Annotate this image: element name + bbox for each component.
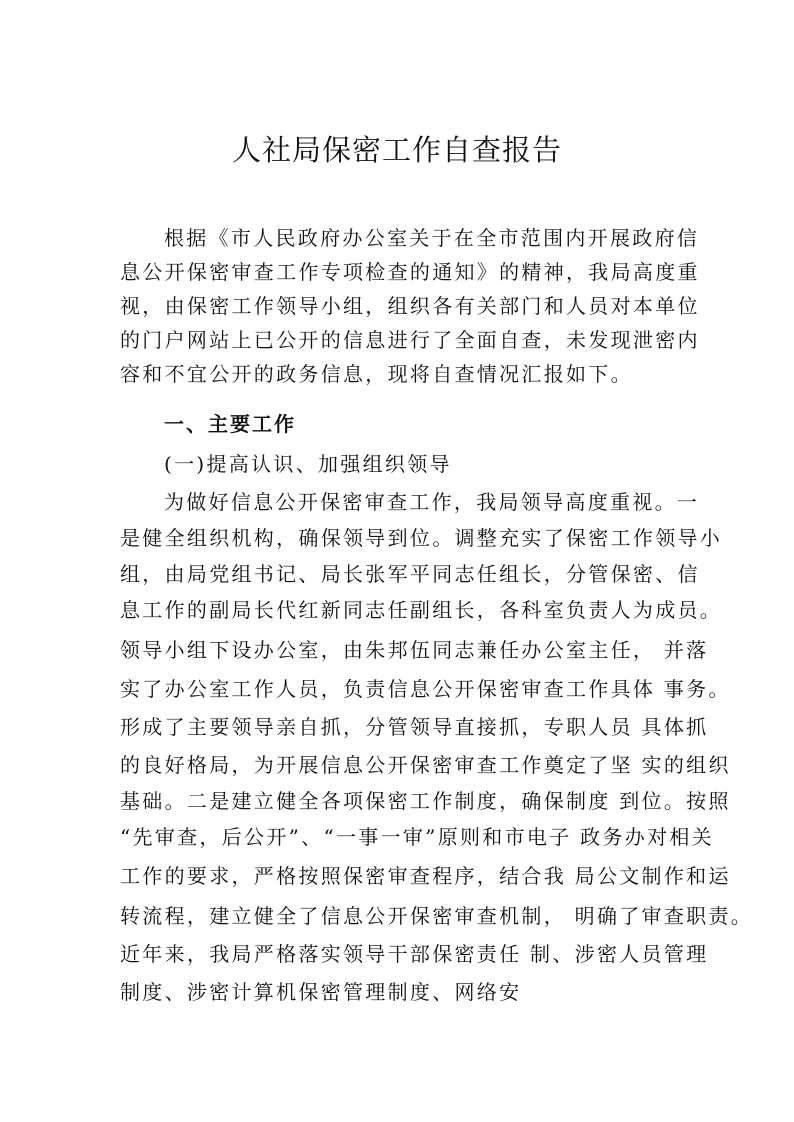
paragraph-line: 容和不宜公开的政务信息，现将自查情况汇报如下。 xyxy=(120,362,633,386)
paragraph-line: 近年来，我局严格落实领导干部保密责任 制、涉密人员管理 xyxy=(120,942,709,966)
paragraph-line: 是健全组织机构，确保领导到位。调整充实了保密工作领导小 xyxy=(120,526,723,550)
paragraph-line: 的良好格局，为开展信息公开保密审查工作奠定了坚 实的组织 xyxy=(120,753,731,777)
paragraph-line: 领导小组下设办公室，由朱邦伍同志兼任办公室主任， 并落 xyxy=(120,638,709,662)
paragraph-line: 为做好信息公开保密审查工作，我局领导高度重视。一 xyxy=(164,490,700,514)
paragraph-line: 制度、涉密计算机保密管理制度、网络安 xyxy=(120,980,522,1004)
paragraph-line: 息公开保密审查工作专项检查的通知》的精神，我局高度重 xyxy=(120,260,700,284)
paragraph-line: 形成了主要领导亲自抓，分管领导直接抓，专职人员 具体抓 xyxy=(120,715,709,739)
document-title: 人社局保密工作自查报告 xyxy=(231,133,562,167)
paragraph-line: 息工作的副局长代红新同志任副组长，各科室负责人为成员。 xyxy=(120,598,723,622)
paragraph-line: 实了办公室工作人员，负责信息公开保密审查工作具体 事务。 xyxy=(120,677,731,701)
section-heading: 一、主要工作 xyxy=(164,412,296,436)
paragraph-line: 根据《市人民政府办公室关于在全市范围内开展政府信 xyxy=(164,226,700,250)
paragraph-line: 基础。二是建立健全各项保密工作制度，确保制度 到位。按照 xyxy=(120,789,731,813)
paragraph-line: 视，由保密工作领导小组，组织各有关部门和人员对本单位 xyxy=(120,294,700,318)
subsection-heading: (一)提高认识、加强组织领导 xyxy=(164,452,452,476)
paragraph-line: 转流程，建立健全了信息公开保密审查机制， 明确了审查职责。 xyxy=(120,904,754,928)
paragraph-line: 工作的要求，严格按照保密审查程序，结合我 局公文制作和运 xyxy=(120,864,731,888)
paragraph-line: 组，由局党组书记、局长张军平同志任组长，分管保密、信 xyxy=(120,562,700,586)
paragraph-line: 的门户网站上已公开的信息进行了全面自查，未发现泄密内 xyxy=(120,328,700,352)
paragraph-line: “先审查，后公开”、“一事一审”原则和市电子 政务办对相关 xyxy=(120,825,714,849)
